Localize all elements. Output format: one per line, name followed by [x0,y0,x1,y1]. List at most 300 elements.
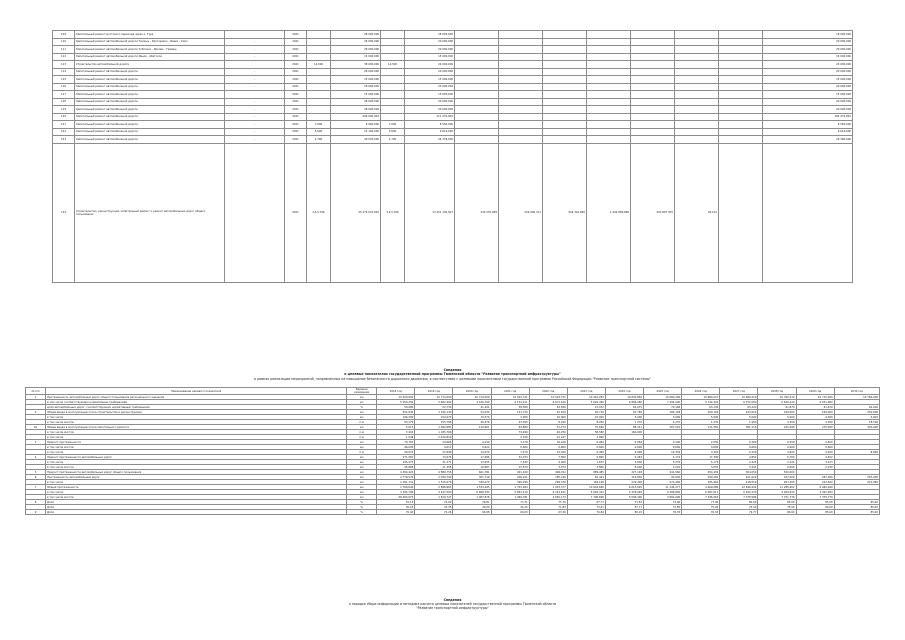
table-row [53,68,853,76]
value-cell: 75,00 [758,505,796,510]
empty-cell [455,128,499,136]
value-cell: 7 796,696 [567,495,605,500]
value-cell: 0,600 [682,445,720,450]
value-cell: 287,000 [834,475,879,480]
value-cell: 295,475 [377,460,415,465]
empty-cell [455,31,499,39]
last-cell: 26 380,000 [763,136,853,144]
empty-cell [455,98,499,106]
value-cell: 1 270 [605,420,643,425]
value-cell: 3,320 [682,450,720,455]
unit-cell [225,61,285,69]
value-cell: 221,960 [834,480,879,485]
cost-cell: 35 479 031,500 [331,143,381,282]
value-cell: 0,600 [491,445,529,450]
value-cell: 0,600 [605,445,643,450]
value-cell: 5,000 [682,415,720,420]
value-cell: 8,240 [529,420,567,425]
table-row [53,128,853,136]
unit-cell: - [225,98,285,106]
length-cell [307,83,331,91]
year-cell: 2021 [285,38,307,46]
empty-cell [763,143,853,282]
value-cell: 2 778,576 [377,475,415,480]
unit-cell: км [347,410,377,415]
empty-cell [455,68,499,76]
empty-cell [719,31,763,39]
value-cell: 2 420,816 [415,435,453,440]
empty-cell [587,53,631,61]
unit-cell [225,91,285,99]
value-cell: 227,148 [605,470,643,475]
empty-cell [543,31,587,39]
value-cell: 4,852 [720,455,758,460]
value-cell: 509 000,311 [499,143,543,282]
value-cell: 454,402 [682,470,720,475]
value-cell: 1,950 [720,420,758,425]
unit-cell: - [225,46,285,54]
total-cell: 15 000,000 [405,91,455,99]
empty-cell [543,53,587,61]
value-cell: 7,000 [381,121,405,129]
table-row [53,91,853,99]
empty-cell [719,98,763,106]
value-cell: 2 898,965 [415,485,453,490]
row-number: 1 [26,395,46,400]
value-cell: 110,601 [453,425,491,430]
empty-cell [543,68,587,76]
value-cell: 30,03 [377,505,415,510]
indicator-name: в том числе [46,480,347,485]
value-cell: 28 464,075 [377,495,415,500]
length-cell [307,38,331,46]
value-cell: 3,000 [605,460,643,465]
unit-cell: км [347,440,377,445]
top-table [52,30,853,283]
value-cell: 10 461,283 [567,395,605,400]
length-cell [307,91,331,99]
indicator-name: в том числе [46,460,347,465]
unit-cell: п.м [347,450,377,455]
value-cell: 2 930,790 [415,475,453,480]
last-cell: 20 000,000 [763,98,853,106]
value-cell: 7 371,776 [758,495,796,500]
value-cell: 1 760,640 [377,485,415,490]
value-cell: 3 447,500 [415,490,453,495]
value-cell: 5,000 [605,415,643,420]
value-cell: 4,400 [529,460,567,465]
value-cell: 295,460 [682,480,720,485]
last-cell: 20 000,000 [763,38,853,46]
indicator-name: в том числе мостов [46,430,347,435]
length-cell [307,106,331,114]
value-cell: 0,600 [567,445,605,450]
length-cell [307,113,331,121]
object-name: Капитальный ремонт автомобильной дороги [75,83,225,91]
value-cell: 10,426 [529,440,567,445]
value-cell: 0,600 [720,445,758,450]
empty-cell [631,61,675,69]
empty-cell [543,46,587,54]
empty-cell [631,121,675,129]
column-header: 2028 год [758,388,796,395]
empty-cell [587,106,631,114]
value-cell: 270,000 [796,425,834,430]
column-header: Наименование целевого показателя [46,388,347,395]
value-cell: 1 067,878 [453,495,491,500]
row-number: 116 [53,83,75,91]
total-cell: 20 000,000 [405,68,455,76]
value-cell: 85,00 [758,500,796,505]
unit-cell: км [347,445,377,450]
value-cell: 4 497,994 [796,490,834,495]
empty-cell [631,68,675,76]
value-cell: 13,676 [415,455,453,460]
unit-cell: - [225,53,285,61]
year-cell: 2021 [285,106,307,114]
value-cell: 90,191 [675,143,719,282]
value-cell: 75,70 [529,500,567,505]
empty-cell [631,83,675,91]
empty-cell [587,31,631,39]
indicator-name: в том числе соответствующих нормативным требованиям [46,400,347,405]
section-subtitle: о целевых показателях государственной программы Тюменской области "Развитие транспортной инфраструктуры" [344,372,561,376]
cost-cell: 15 000,000 [331,76,381,84]
cost-cell: 26 000,000 [331,38,381,46]
empty-cell [543,106,587,114]
row-number: 120 [53,113,75,121]
value-cell: 10 780,000 [834,395,879,400]
cost-cell: 38 000,000 [331,61,381,69]
empty-cell [631,46,675,54]
value-cell: 4,000 [796,415,834,420]
object-name: Капитальный ремонт автомобильной дороги [75,76,225,84]
value-cell: 3 800 [567,435,605,440]
value-cell: 80,00 [758,510,796,515]
cost-cell: 28 000,000 [331,98,381,106]
empty-cell [587,121,631,129]
cost-cell: 28 000,000 [331,31,381,39]
table-row-detailed [53,143,853,282]
value-cell: 5 036,400 [605,495,643,500]
value-cell: 1 342,140 [415,410,453,415]
unit-cell: % [347,500,377,505]
object-name: Капитальный ремонт автомобильной дороги Ишим - Абатское [75,53,225,61]
indicator-name: в том числе [46,450,347,455]
value-cell: 72,85 [644,505,682,510]
value-cell: 218,510 [720,480,758,485]
row-number: 118 [53,98,75,106]
value-cell: 6 087,011 [682,490,720,495]
empty-cell [499,68,543,76]
unit-cell: км [347,400,377,405]
value-cell: 5 020,450 [567,400,605,405]
empty-cell [499,61,543,69]
last-cell: 15 000,000 [763,53,853,61]
value-cell: 7,479 [491,450,529,455]
value-cell: 58,580 [567,430,605,435]
empty-cell [587,98,631,106]
value-cell: 6 620,410 [758,400,796,405]
cost-cell: 28 000,000 [331,106,381,114]
value-cell: 10 680,210 [720,395,758,400]
empty-cell [631,136,675,144]
value-cell: 4,300 [796,420,834,425]
value-cell: 66,98 [453,510,491,515]
empty-cell [719,53,763,61]
value-cell: 207,300 [758,480,796,485]
empty-cell [499,136,543,144]
value-cell: 279,400 [605,480,643,485]
empty-cell [675,38,719,46]
value-cell: 6 631,960 [796,400,834,405]
value-cell: 499,152 [529,470,567,475]
value-cell: 10,570 [453,415,491,420]
value-cell: - [453,430,491,435]
empty-cell [455,53,499,61]
column-header: 2021 год [491,388,529,395]
value-cell: 10 770,000 [796,395,834,400]
unit-cell: км [347,455,377,460]
value-cell: 0,084 [605,440,643,445]
value-cell: 3,052 [682,465,720,470]
value-cell: 1 092,682 [415,425,453,430]
value-cell: 267,001 [644,425,682,430]
unit-cell: - [225,38,285,46]
value-cell: -11,395 [415,465,453,470]
cost-cell: 8 960,000 [331,121,381,129]
value-cell: 441,560 [644,470,682,475]
object-name: Строительство, реконструкция, капитальный ремонт и ремонт автомобильных дорог общего пользования [75,143,225,282]
value-cell: 6 671,620 [529,400,567,405]
last-cell: 20 000,000 [763,46,853,54]
value-cell: 6 742,320 [682,400,720,405]
empty-cell [499,38,543,46]
unit-cell: км [347,465,377,470]
value-cell: 69,63 [491,510,529,515]
value-cell: 361,115 [720,425,758,430]
value-cell: 73,71 [491,500,529,505]
value-cell: 40,710 [567,410,605,415]
column-header: 2019 год [415,388,453,395]
value-cell: 6 808,783 [453,490,491,495]
value-cell [381,98,405,106]
object-name: Капитальный ремонт автомобильной дороги [75,121,225,129]
value-cell: 4 200,610 [758,490,796,495]
value-cell [381,83,405,91]
column-header: 2018 год [377,388,415,395]
value-cell: 63,675 [605,405,643,410]
empty-cell [675,91,719,99]
value-cell: 119,830 [605,475,643,480]
column-header: 2029 год [796,388,834,395]
value-cell: 61,870 [796,405,834,410]
empty-cell [675,106,719,114]
value-cell: 10 774,000 [415,395,453,400]
value-cell [381,106,405,114]
year-cell: 2021 [285,31,307,39]
indicators-table [25,387,880,515]
value-cell: 31,271 [415,460,453,465]
empty-cell [719,136,763,144]
empty-cell [543,61,587,69]
empty-cell [675,98,719,106]
column-header: 2030 год [834,388,879,395]
table-row [53,136,853,144]
cost-cell: 28 000,000 [331,83,381,91]
empty-cell [543,91,587,99]
value-cell: 14,500 [381,61,405,69]
value-cell: 7,850 [529,455,567,460]
indicator-name: Доля [46,510,347,515]
value-cell: 4,150 [453,440,491,445]
value-cell: 80,15 [605,510,643,515]
object-name: Капитальный ремонт автомобильной дороги [75,91,225,99]
object-name: Капитальный ремонт автомобильной дороги Тобольск - Ярково - Тюмень [75,46,225,54]
value-cell: 1 185,766 [415,430,453,435]
value-cell: 79,81 [453,500,491,505]
value-cell: 10,987 [453,465,491,470]
table-row [53,46,853,54]
indicator-name: в том числе мостов [46,420,347,425]
value-cell: 52,730 [415,405,453,410]
length-cell [307,46,331,54]
empty-cell [631,128,675,136]
empty-cell [719,68,763,76]
value-cell: 6 896,480 [605,400,643,405]
row-number: 124 [53,143,75,282]
value-cell: 74,00 [644,500,682,505]
year-cell: 2021 [285,46,307,54]
total-cell: 26 378,000 [405,136,455,144]
value-cell: 6 752,000 [720,400,758,405]
empty-cell [719,106,763,114]
value-cell: 3 395,796 [377,490,415,495]
indicator-name: в том числе [46,415,347,420]
value-cell [381,91,405,99]
empty-cell [587,91,631,99]
value-cell: 17,390 [682,455,720,460]
value-cell: 4,270 [644,420,682,425]
table-row [53,106,853,114]
value-cell: 5 863,410 [491,490,529,495]
row-number: 8 [26,500,46,505]
empty-cell [543,113,587,121]
year-cell: 2021 [285,98,307,106]
value-cell: 0,100 [644,440,682,445]
value-cell: 111,381 [682,425,720,430]
indicator-name: доля автомобильных дорог, соответствующих нормативным требованиям [46,405,347,410]
total-cell: 8 584,000 [405,121,455,129]
empty-cell [499,106,543,114]
value-cell: 223,500 [796,480,834,485]
last-cell: 15 000,000 [763,76,853,84]
value-cell: 3,124 [758,460,796,465]
empty-cell [719,38,763,46]
total-cell: 15 000,000 [405,76,455,84]
length-cell [307,98,331,106]
value-cell: 85,00 [834,500,879,505]
value-cell: 88,311 [605,425,643,430]
value-cell: 71,83 [529,505,567,510]
row-number: 123 [53,136,75,144]
value-cell: - [453,435,491,440]
value-cell [381,46,405,54]
value-cell: 9,463 [605,455,643,460]
value-cell: 5,000 [720,415,758,420]
value-cell: 47,972 [567,405,605,410]
value-cell: 396,299 [491,480,529,485]
value-cell: 6,996 [605,450,643,455]
row-number: 2 [26,410,46,415]
empty-cell [455,136,499,144]
object-name: Капитальный ремонт автомобильной дороги [75,106,225,114]
total-cell: 24 000,000 [405,61,455,69]
empty-cell [719,46,763,54]
empty-cell [587,128,631,136]
value-cell: 0,300 [720,440,758,445]
total-cell: 20 000,000 [405,46,455,54]
unit-cell: км [347,460,377,465]
unit-cell: км [347,470,377,475]
value-cell: 160,109 [682,410,720,415]
value-cell: 3,000 [491,415,529,420]
length-cell [307,31,331,39]
value-cell: 401,160 [491,470,529,475]
value-cell: 85,00 [834,510,879,515]
empty-cell [675,128,719,136]
value-cell: 24,666 [415,440,453,445]
value-cell: 564 344,686 [543,143,587,282]
value-cell: 46,009 [377,445,415,450]
value-cell: 7,540 [491,460,529,465]
value-cell: 1 703,284 [491,485,529,490]
table-row [53,83,853,91]
value-cell: 79,77 [720,510,758,515]
empty-cell [631,31,675,39]
value-cell: 2,050 [682,440,720,445]
value-cell: 4 286,800 [644,490,682,495]
value-cell: 78,33 [644,510,682,515]
value-cell: 4 364,420 [377,470,415,475]
value-cell: 61,810 [529,410,567,415]
value-cell: 18,500 [834,420,879,425]
value-cell: 12,026 [529,450,567,455]
value-cell: 83,279 [377,420,415,425]
indicator-name: Прирост протяженности [46,440,347,445]
value-cell: 0,600 [796,445,834,450]
empty-cell [455,76,499,84]
value-cell: 3,800 [567,465,605,470]
empty-cell [543,83,587,91]
value-cell: 1 819,747 [415,495,453,500]
last-cell: 15 000,000 [763,91,853,99]
row-number: 113 [53,61,75,69]
unit-cell: км [347,395,377,400]
empty-cell [455,46,499,54]
empty-cell [455,106,499,114]
object-name: Строительство автомобильной дороги [75,61,225,69]
empty-cell [675,46,719,54]
value-cell: 3 402 [377,430,415,435]
value-cell: 61,15 [377,500,415,505]
value-cell: 0,600 [529,445,567,450]
value-cell: 63,220 [720,405,758,410]
empty-cell [455,121,499,129]
value-cell: 80,00 [720,500,758,505]
value-cell: 73,01 [567,505,605,510]
row-number: 114 [53,68,75,76]
